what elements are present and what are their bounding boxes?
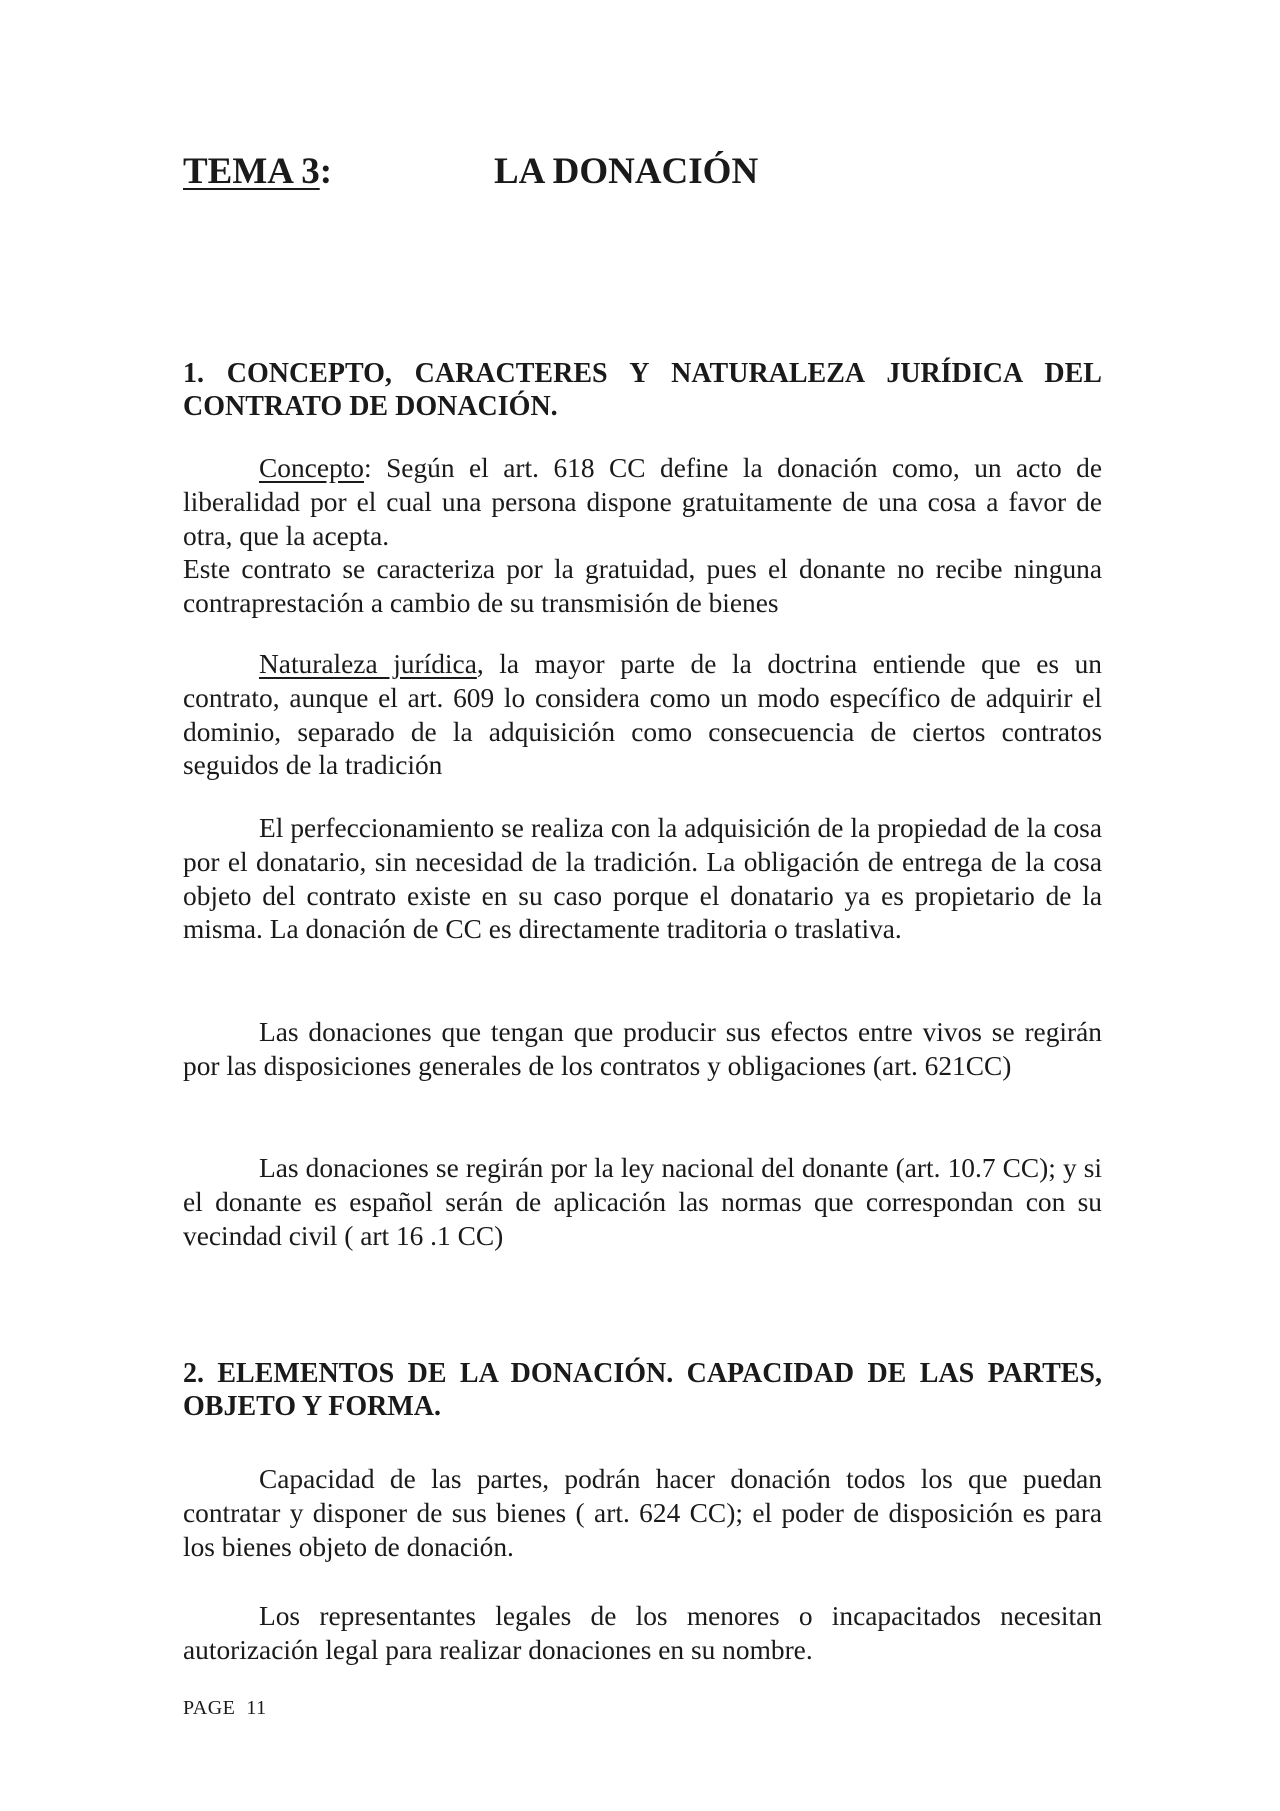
title-name: LA DONACIÓN xyxy=(494,151,759,192)
concepto-text: : Según el art. 618 CC define la donación como, un acto de liberalidad por el cual una persona dispone gratuitamente de una cosa a favor de otra, que la acepta. xyxy=(183,453,1102,551)
section-2-heading: 2. ELEMENTOS DE LA DONACIÓN. CAPACIDAD DE LAS PARTES, OBJETO Y FORMA. xyxy=(183,1358,1102,1422)
paragraph-perfeccionamiento xyxy=(183,812,1102,947)
efectos-text: Las donaciones que tengan que producir sus efectos entre vivos se regirán por las disposiciones generales de los contratos y obligaciones (art. 621CC) xyxy=(183,1017,1102,1081)
concepto-label: Concepto xyxy=(259,453,364,483)
paragraph-efectos xyxy=(183,1016,1102,1084)
page-footer xyxy=(183,1697,267,1720)
title-colon: : xyxy=(319,151,333,192)
capacidad-text: Capacidad de las partes, podrán hacer donación todos los que puedan contratar y disponer de sus bienes ( art. 624 CC); el poder de disposición es para los bienes objeto de donación. xyxy=(183,1464,1102,1562)
page-number: 11 xyxy=(246,1697,267,1719)
title-tema: TEMA 3 xyxy=(183,151,320,192)
page-title xyxy=(183,150,759,193)
gratuidad-text: Este contrato se caracteriza por la gratuidad, pues el donante no recibe ninguna contraprestación a cambio de su transmisión de bienes xyxy=(183,554,1102,619)
page-label: PAGE xyxy=(183,1697,236,1719)
paragraph-concepto xyxy=(183,452,1102,621)
paragraph-capacidad xyxy=(183,1463,1102,1564)
paragraph-representantes xyxy=(183,1600,1102,1668)
paragraph-ley-nacional xyxy=(183,1152,1102,1253)
perfeccionamiento-text: El perfeccionamiento se realiza con la adquisición de la propiedad de la cosa por el donatario, sin necesidad de la tradición. La obligación de entrega de la cosa objeto del contrato existe en su caso porque el donatario ya es propietario de la misma. La donación de CC es directamente traditoria o traslativa. xyxy=(183,813,1102,945)
paragraph-naturaleza xyxy=(183,648,1102,783)
naturaleza-text: , la mayor parte de la doctrina entiende que es un contrato, aunque el art. 609 lo considera como un modo específico de adquirir el dominio, separado de la adquisición como consecuencia de ciertos contratos seguidos de la tradición xyxy=(183,649,1103,781)
ley-nacional-text: Las donaciones se regirán por la ley nacional del donante (art. 10.7 CC); y si el donante es español serán de aplicación las normas que correspondan con su vecindad civil ( art 16 .1 CC) xyxy=(183,1153,1102,1251)
section-1-heading: 1. CONCEPTO, CARACTERES Y NATURALEZA JURÍDICA DEL CONTRATO DE DONACIÓN. xyxy=(183,358,1102,422)
representantes-text: Los representantes legales de los menores o incapacitados necesitan autorización legal para realizar donaciones en su nombre. xyxy=(183,1601,1102,1665)
naturaleza-label: Naturaleza jurídica xyxy=(259,649,477,679)
